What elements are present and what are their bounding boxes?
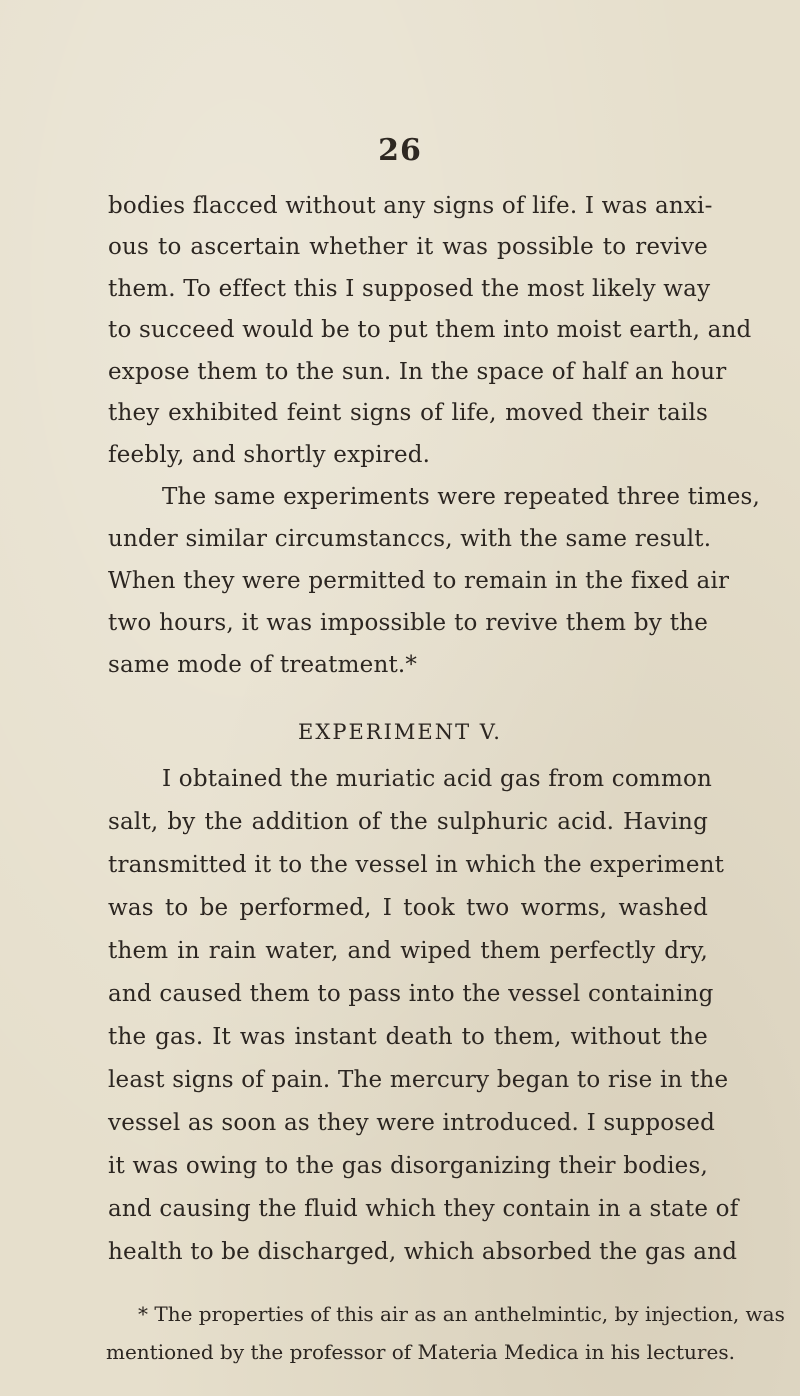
text-line: bodies flacced without any signs of life. I was anxi- <box>108 193 713 219</box>
footnote-line: mentioned by the professor of Materia Medica in his lectures. <box>106 1340 735 1364</box>
text-line: salt, by the addition of the sulphuric acid. Having <box>108 809 708 835</box>
text-line: ous to ascertain whether it was possible to revive <box>108 234 708 260</box>
footnote-line: * The properties of this air as an anthelmintic, by injection, was <box>138 1302 785 1326</box>
text-line: and caused them to pass into the vessel containing <box>108 981 714 1007</box>
text-line: When they were permitted to remain in the fixed air <box>108 568 730 594</box>
text-line: same mode of treatment.* <box>108 652 418 678</box>
text-line: expose them to the sun. In the space of half an hour <box>108 359 727 385</box>
text-line: and causing the fluid which they contain in a state of <box>108 1196 739 1222</box>
text-line: feebly, and shortly expired. <box>108 442 431 468</box>
text-line: least signs of pain. The mercury began to rise in the <box>108 1067 729 1093</box>
text-line: vessel as soon as they were introduced. I supposed <box>108 1110 716 1136</box>
text-line: them. To effect this I supposed the most likely way <box>108 276 711 302</box>
text-line: under similar circumstanccs, with the same result. <box>108 526 712 552</box>
section-heading: EXPERIMENT V. <box>298 720 502 744</box>
text-line: was to be performed, I took two worms, washed <box>108 895 708 921</box>
page-number: 26 <box>378 133 422 168</box>
text-line: two hours, it was impossible to revive them by the <box>108 610 708 636</box>
text-line: they exhibited feint signs of life, moved their tails <box>108 400 708 426</box>
text-line: to succeed would be to put them into moist earth, and <box>108 317 752 343</box>
text-line: The same experiments were repeated three times, <box>162 484 761 510</box>
text-line: I obtained the muriatic acid gas from common <box>162 766 713 792</box>
text-line: transmitted it to the vessel in which the experiment <box>108 852 725 878</box>
text-line: it was owing to the gas disorganizing their bodies, <box>108 1153 708 1179</box>
text-line: them in rain water, and wiped them perfectly dry, <box>108 938 708 964</box>
text-line: the gas. It was instant death to them, without the <box>108 1024 708 1050</box>
text-line: health to be discharged, which absorbed the gas and <box>108 1239 738 1265</box>
